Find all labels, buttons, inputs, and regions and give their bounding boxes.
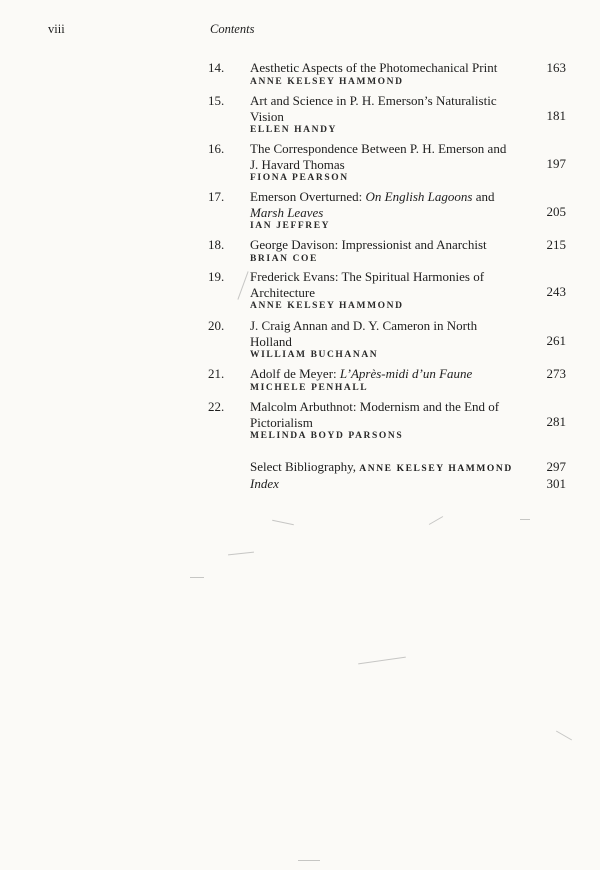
index-label: Index [250, 476, 279, 491]
entry-title: Emerson Overturned: On English Lagoons and Marsh Leaves [250, 189, 495, 220]
entry-page: 215 [546, 237, 566, 252]
toc-entry-18[interactable] [208, 237, 566, 267]
bibliography-label: Select Bibliography, [250, 459, 360, 474]
entry-title: Frederick Evans: The Spiritual Harmonies of Architecture [250, 269, 485, 300]
entry-title: Aesthetic Aspects of the Photomechanical Print [250, 60, 498, 75]
scan-speck [272, 520, 294, 526]
entry-title: J. Craig Annan and D. Y. Cameron in North Holland [250, 318, 478, 349]
scan-speck [520, 519, 530, 520]
entry-page: 273 [546, 366, 566, 381]
entry-page: 243 [546, 284, 566, 299]
entry-title: Malcolm Arbuthnot: Modernism and the End of Pictorialism [250, 399, 500, 430]
toc-entry-19[interactable] [208, 269, 566, 314]
entry-author: FIONA PEARSON [250, 173, 349, 183]
scan-speck [358, 657, 406, 665]
entry-number: 19. [208, 269, 225, 284]
toc-entry-21[interactable] [208, 366, 566, 396]
page-folio: viii [48, 22, 65, 36]
scan-speck [228, 552, 254, 556]
entry-page: 163 [546, 60, 566, 75]
toc-entry-20[interactable] [208, 318, 566, 363]
entry-title: Art and Science in P. H. Emerson’s Naturalistic Vision [250, 93, 497, 124]
scan-speck [429, 516, 443, 525]
toc-entry-15[interactable] [208, 93, 566, 138]
toc-bibliography[interactable] [250, 459, 566, 475]
entry-author: IAN JEFFREY [250, 221, 331, 231]
entry-author: MICHELE PENHALL [250, 383, 369, 393]
entry-author: ANNE KELSEY HAMMOND [250, 301, 404, 311]
running-title: Contents [210, 22, 255, 36]
toc-entry-17[interactable] [208, 189, 566, 234]
entry-number: 18. [208, 237, 225, 252]
bibliography-author: ANNE KELSEY HAMMOND [359, 464, 513, 474]
entry-number: 20. [208, 318, 225, 333]
entry-number: 15. [208, 93, 225, 108]
entry-number: 21. [208, 366, 225, 381]
scan-speck [190, 577, 204, 578]
toc-entry-22[interactable] [208, 399, 566, 444]
entry-page: 197 [546, 156, 566, 171]
entry-number: 16. [208, 141, 225, 156]
entry-page: 181 [546, 108, 566, 123]
bibliography-page: 297 [546, 459, 566, 474]
toc-entry-14[interactable] [208, 60, 566, 90]
entry-number: 22. [208, 399, 225, 414]
entry-page: 281 [546, 414, 566, 429]
entry-author: MELINDA BOYD PARSONS [250, 431, 404, 441]
entry-number: 14. [208, 60, 225, 75]
entry-page: 205 [546, 204, 566, 219]
entry-title: Adolf de Meyer: L’Après-midi d’un Faune [250, 366, 473, 381]
entry-number: 17. [208, 189, 225, 204]
entry-page: 261 [546, 333, 566, 348]
entry-title: George Davison: Impressionist and Anarchist [250, 237, 487, 252]
scan-speck [556, 731, 572, 741]
entry-title: The Correspondence Between P. H. Emerson and J. Havard Thomas [250, 141, 507, 172]
entry-author: BRIAN COE [250, 254, 318, 264]
scan-speck [298, 860, 320, 861]
toc-entry-16[interactable] [208, 141, 566, 186]
entry-author: ANNE KELSEY HAMMOND [250, 77, 404, 87]
index-page: 301 [546, 476, 566, 491]
toc-index[interactable] [250, 476, 566, 492]
entry-author: ELLEN HANDY [250, 125, 338, 135]
entry-author: WILLIAM BUCHANAN [250, 350, 379, 360]
